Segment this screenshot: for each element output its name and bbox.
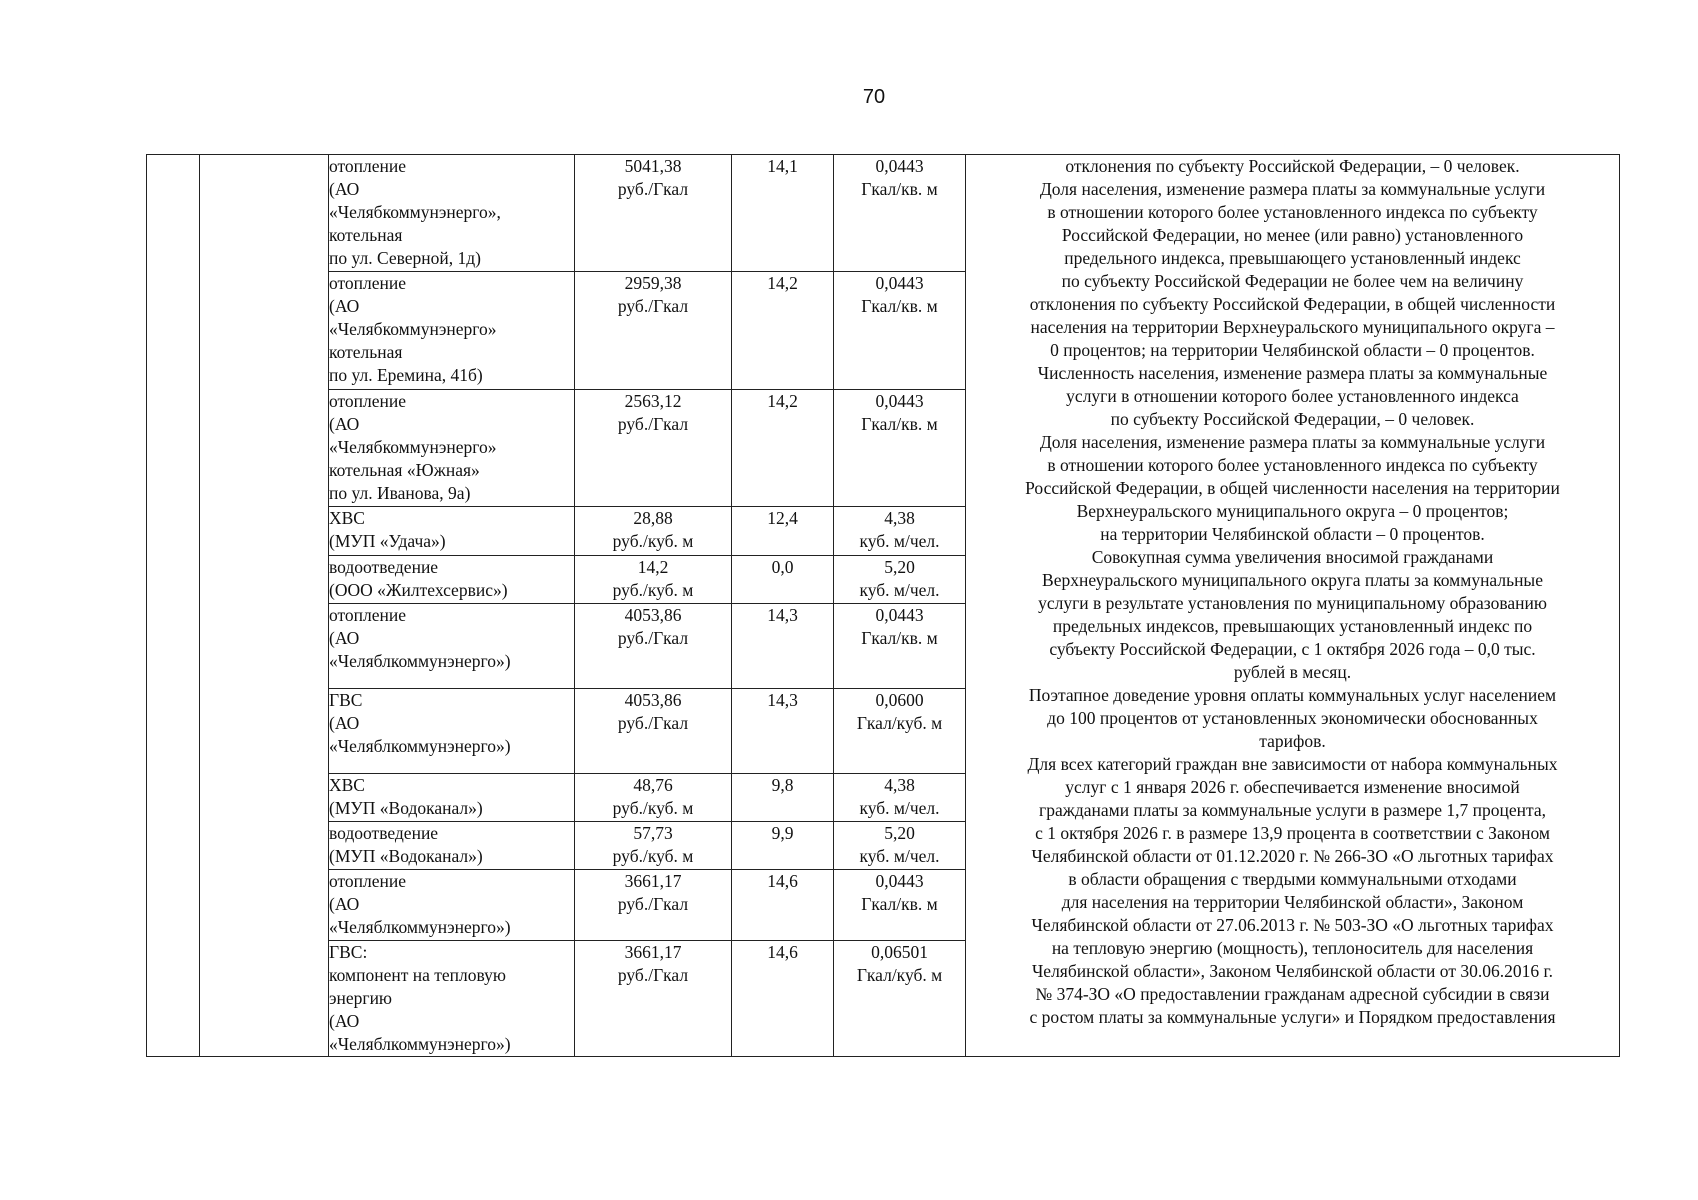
service-cell-line: (ООО «Жилтехсервис») (329, 580, 508, 600)
norm-cell (834, 941, 966, 1057)
description-line: отклонения по субъекту Российской Федерации, – 0 человек. (1065, 156, 1520, 176)
norm-cell (834, 155, 966, 272)
index-cell: 14,2 (732, 272, 834, 390)
row-number-cell (147, 155, 200, 1057)
norm-cell (834, 689, 966, 774)
index-cell: 14,3 (732, 689, 834, 774)
service-cell-line: ХВС (329, 775, 365, 795)
description-line: с 1 октября 2026 г. в размере 13,9 процента в соответствии с Законом (1035, 823, 1550, 843)
description-line: 0 процентов; на территории Челябинской области – 0 процентов. (1050, 340, 1535, 360)
tariff-cell-line: руб./Гкал (617, 179, 689, 199)
service-cell-line: ХВС (329, 508, 365, 528)
tariff-cell (575, 822, 732, 870)
index-cell: 14,6 (732, 870, 834, 941)
index-cell: 14,6 (732, 941, 834, 1057)
description-line: субъекту Российской Федерации, с 1 октября 2026 года – 0,0 тыс. (1049, 639, 1536, 659)
index-cell: 0,0 (732, 556, 834, 604)
description-line: услуги в результате установления по муниципальному образованию (1038, 593, 1547, 613)
tariff-cell-line: руб./куб. м (612, 846, 694, 866)
norm-cell-line: куб. м/чел. (859, 846, 940, 866)
description-line: Поэтапное доведение уровня оплаты коммунальных услуг населением (1028, 685, 1557, 705)
tariff-cell-line: руб./куб. м (612, 531, 694, 551)
tariff-cell-line: 4053,86 (624, 605, 682, 625)
service-cell-line: «Челябкоммунэнерго» (329, 437, 497, 457)
tariff-cell-line: 57,73 (633, 823, 673, 843)
service-cell-line: «Челяблкоммунэнерго») (329, 1034, 511, 1054)
tariff-cell-line: руб./Гкал (617, 713, 689, 733)
tariff-cell (575, 390, 732, 507)
description-line: услуги в отношении которого более установленного индекса (1066, 386, 1519, 406)
norm-cell-line: 0,0443 (875, 871, 924, 891)
description-line: предельных индексов, превышающих установленный индекс по (1052, 616, 1533, 636)
norm-cell-line: куб. м/чел. (859, 531, 940, 551)
tariff-cell-line: руб./куб. м (612, 580, 694, 600)
service-cell-line: «Челяблкоммунэнерго») (329, 651, 511, 671)
description-line: населения на территории Верхнеуральского муниципального округа – (1030, 317, 1555, 337)
norm-cell-line: 5,20 (884, 557, 915, 577)
service-cell-line: «Челябкоммунэнерго» (329, 319, 497, 339)
index-cell: 14,2 (732, 390, 834, 507)
norm-cell (834, 507, 966, 556)
service-cell (329, 155, 575, 272)
description-line: № 374-ЗО «О предоставлении гражданам адресной субсидии в связи (1035, 984, 1550, 1004)
service-cell-line: ГВС (329, 690, 363, 710)
norm-cell-line: 0,0443 (875, 273, 924, 293)
description-line: тарифов. (1259, 731, 1326, 751)
description-line: по субъекту Российской Федерации не более чем на величину (1061, 271, 1524, 291)
description-line: до 100 процентов от установленных экономически обоснованных (1047, 708, 1538, 728)
description-line: рублей в месяц. (1233, 662, 1352, 682)
norm-cell-line: 4,38 (884, 508, 915, 528)
norm-cell-line: куб. м/чел. (859, 798, 940, 818)
norm-cell (834, 870, 966, 941)
description-line: Доля населения, изменение размера платы за коммунальные услуги (1039, 179, 1546, 199)
norm-cell-line: Гкал/кв. м (861, 628, 938, 648)
service-cell-line: «Челяблкоммунэнерго») (329, 917, 511, 937)
description-line: Верхнеуральского муниципального округа платы за коммунальные (1042, 570, 1543, 590)
norm-cell-line: Гкал/кв. м (861, 894, 938, 914)
norm-cell-line: Гкал/кв. м (861, 296, 938, 316)
norm-cell (834, 556, 966, 604)
service-cell-line: отопление (329, 156, 407, 176)
description-line: для населения на территории Челябинской области», Законом (1061, 892, 1524, 912)
description-line: предельного индекса, превышающего установленный индекс (1064, 248, 1521, 268)
index-cell: 14,1 (732, 155, 834, 272)
description-line: гражданами платы за коммунальные услуги в размере 1,7 процента, (1039, 800, 1546, 820)
description-line: Численность населения, изменение размера платы за коммунальные (1037, 363, 1548, 383)
norm-cell-line: куб. м/чел. (859, 580, 940, 600)
service-cell-line: (АО (329, 296, 360, 316)
description-line: Доля населения, изменение размера платы за коммунальные услуги (1039, 432, 1546, 452)
norm-cell-line: Гкал/куб. м (856, 713, 943, 733)
norm-cell-line: Гкал/кв. м (861, 414, 938, 434)
service-cell-line: (АО (329, 1011, 360, 1031)
service-cell (329, 870, 575, 941)
description-line: с ростом платы за коммунальные услуги» и Порядком предоставления (1029, 1007, 1556, 1027)
service-cell-line: (МУП «Водоканал») (329, 846, 483, 866)
service-cell-line: водоотведение (329, 823, 439, 843)
tariff-cell-line: 48,76 (633, 775, 673, 795)
tariff-cell (575, 155, 732, 272)
norm-cell (834, 272, 966, 390)
service-cell-line: (АО (329, 414, 360, 434)
service-cell (329, 774, 575, 822)
tariff-cell (575, 507, 732, 556)
service-cell-line: по ул. Северной, 1д) (329, 248, 481, 268)
norm-cell-line: Гкал/куб. м (856, 965, 943, 985)
norm-cell-line: Гкал/кв. м (861, 179, 938, 199)
service-cell-line: отопление (329, 273, 407, 293)
service-cell (329, 556, 575, 604)
tariff-cell-line: руб./Гкал (617, 414, 689, 434)
service-cell-line: котельная (329, 342, 403, 362)
tariff-cell (575, 689, 732, 774)
description-line: Российской Федерации, но менее (или равно) установленного (1061, 225, 1524, 245)
service-cell-line: (МУП «Водоканал») (329, 798, 483, 818)
norm-cell (834, 822, 966, 870)
tariff-cell (575, 556, 732, 604)
service-cell-line: «Челябкоммунэнерго», (329, 202, 501, 222)
service-cell (329, 390, 575, 507)
service-cell-line: «Челяблкоммунэнерго») (329, 736, 511, 756)
service-cell (329, 941, 575, 1057)
service-cell-line: по ул. Еремина, 41б) (329, 365, 483, 385)
description-line: отклонения по субъекту Российской Федерации, в общей численности (1029, 294, 1556, 314)
norm-cell (834, 774, 966, 822)
tariff-cell-line: руб./Гкал (617, 894, 689, 914)
index-cell: 12,4 (732, 507, 834, 556)
index-cell: 9,9 (732, 822, 834, 870)
tariff-cell (575, 870, 732, 941)
tariff-cell-line: 3661,17 (624, 942, 682, 962)
service-cell-line: котельная «Южная» (329, 460, 480, 480)
service-cell-line: ГВС: (329, 942, 368, 962)
service-cell-line: водоотведение (329, 557, 439, 577)
norm-cell-line: 4,38 (884, 775, 915, 795)
tariff-cell-line: 3661,17 (624, 871, 682, 891)
service-cell-line: (АО (329, 179, 360, 199)
tariff-cell (575, 941, 732, 1057)
description-line: Челябинской области от 27.06.2013 г. № 503-ЗО «О льготных тарифах (1031, 915, 1554, 935)
tariff-cell-line: руб./куб. м (612, 798, 694, 818)
tariff-cell-line: руб./Гкал (617, 628, 689, 648)
tariff-cell-line: 28,88 (633, 508, 673, 528)
service-cell (329, 822, 575, 870)
norm-cell-line: 0,06501 (871, 942, 928, 962)
tariff-cell-line: руб./Гкал (617, 296, 689, 316)
tariff-cell (575, 272, 732, 390)
service-cell-line: отопление (329, 391, 407, 411)
norm-cell-line: 0,0443 (875, 605, 924, 625)
description-line: Верхнеуральского муниципального округа – 0 процентов; (1076, 501, 1509, 521)
index-cell: 14,3 (732, 604, 834, 689)
tariff-cell-line: 5041,38 (624, 156, 682, 176)
table-row (147, 155, 1620, 272)
description-line: Совокупная сумма увеличения вносимой гражданами (1091, 547, 1494, 567)
norm-cell-line: 0,0443 (875, 156, 924, 176)
tariff-cell-line: 4053,86 (624, 690, 682, 710)
tariff-cell-line: 14,2 (637, 557, 669, 577)
description-line: на территории Челябинской области – 0 процентов. (1100, 524, 1485, 544)
service-cell-line: энергию (329, 988, 393, 1008)
norm-cell (834, 604, 966, 689)
service-cell-line: отопление (329, 605, 407, 625)
description-cell (966, 155, 1620, 1057)
tariff-cell-line: руб./Гкал (617, 965, 689, 985)
service-cell (329, 272, 575, 390)
description-line: в области обращения с твердыми коммунальными отходами (1068, 869, 1517, 889)
description-line: на тепловую энергию (мощность), теплоноситель для населения (1051, 938, 1534, 958)
tariff-cell-line: 2563,12 (624, 391, 682, 411)
description-line: Челябинской области», Законом Челябинской области от 30.06.2016 г. (1031, 961, 1554, 981)
service-cell (329, 507, 575, 556)
tariff-table (146, 154, 1620, 1057)
service-cell-line: котельная (329, 225, 403, 245)
service-cell-line: по ул. Иванова, 9а) (329, 483, 471, 503)
description-line: в отношении которого более установленного индекса по субъекту (1047, 202, 1538, 222)
description-line: Для всех категорий граждан вне зависимости от набора коммунальных (1027, 754, 1558, 774)
service-cell-line: (АО (329, 894, 360, 914)
service-cell-line: (АО (329, 628, 360, 648)
description-line: услуг с 1 января 2026 г. обеспечивается изменение вносимой (1065, 777, 1520, 797)
norm-cell-line: 0,0600 (875, 690, 924, 710)
service-cell-line: отопление (329, 871, 407, 891)
description-line: Российской Федерации, в общей численности населения на территории (1025, 478, 1560, 498)
description-line: по субъекту Российской Федерации, – 0 человек. (1110, 409, 1475, 429)
tariff-cell-line: 2959,38 (624, 273, 682, 293)
page-number: 70 (862, 86, 886, 108)
service-cell (329, 689, 575, 774)
criteria-cell (200, 155, 329, 1057)
tariff-cell (575, 604, 732, 689)
index-cell: 9,8 (732, 774, 834, 822)
norm-cell (834, 390, 966, 507)
tariff-cell (575, 774, 732, 822)
service-cell-line: компонент на тепловую (329, 965, 506, 985)
service-cell (329, 604, 575, 689)
norm-cell-line: 0,0443 (875, 391, 924, 411)
service-cell-line: (АО (329, 713, 360, 733)
description-line: Челябинской области от 01.12.2020 г. № 266-ЗО «О льготных тарифах (1031, 846, 1554, 866)
norm-cell-line: 5,20 (884, 823, 915, 843)
description-line: в отношении которого более установленного индекса по субъекту (1047, 455, 1538, 475)
service-cell-line: (МУП «Удача») (329, 531, 446, 551)
